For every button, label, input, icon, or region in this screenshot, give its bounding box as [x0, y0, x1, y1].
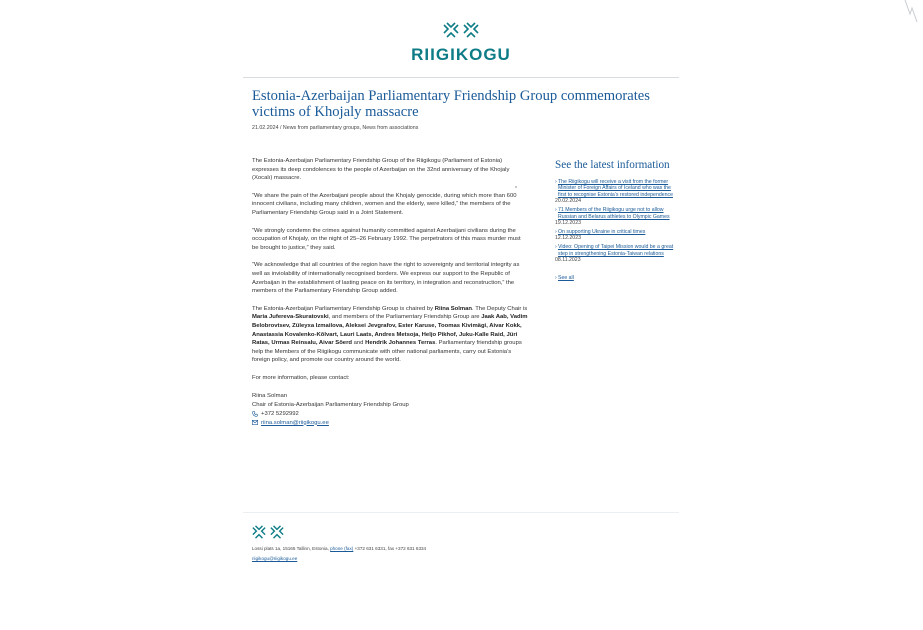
members-text-and: and [351, 340, 366, 347]
deputy-name: Maria Jufereva-Skuratovski [252, 314, 329, 321]
site-logo[interactable] [243, 22, 679, 65]
contact-block [252, 391, 528, 427]
paragraph-intro: The Estonia-Azerbaijan Parliamentary Friendship Group of the Riigikogu (Parliament of Estonia) expresses its deep condolences to the people of Azerbaijan on the 32nd anniversary of the Khojaly (Xocalı) massacre. [252, 158, 510, 182]
paragraph-quote-1: “We share the pain of the Azerbaijani people about the Khojaly genocide, during which more than 600 innocent civilians, including many children, women and the elderly, were killed,” the members of the Parliamentary Friendship Group said in a Joint Statement. [252, 192, 517, 216]
scan-speck [515, 186, 517, 188]
last-member-name: Hendrik Johannes Terras [365, 340, 436, 347]
news-link[interactable]: › The Riigikogu will receive a visit from the former Minister of Foreign Affairs of Iceland who was the first to recognise Estonia’s restored independence [555, 179, 680, 198]
news-link[interactable]: › 71 Members of the Riigikogu urge not to allow Russian and Belarus athletes to Olympic Games [555, 207, 680, 220]
paragraph-quote-3: “We acknowledge that all countries of the region have the right to sovereignty and territorial integrity as well as inviolability of internationally recognised borders. We express our support to the Republic of Azerbaijan in the establishment of lasting peace on its territory, in integration and reconstruction,” the members of the Parliamentary Friendship Group added. [252, 262, 520, 295]
contact-phone: +372 5292992 [261, 410, 299, 417]
riigikogu-ornament-icon [252, 525, 266, 539]
members-text-b: . The Deputy Chair is [472, 305, 528, 312]
riigikogu-ornament-icon [243, 22, 679, 40]
contact-email-link[interactable]: riina.solman@riigikogu.ee [261, 419, 329, 426]
chair-name: Riina Solman [434, 305, 473, 312]
footer-logo[interactable] [252, 525, 284, 539]
news-link[interactable]: › Video: Opening of Taipei Mission would be a great step in strengthening Estonia-Taiwan relations [555, 244, 680, 257]
footer-address-text: Lossi plats 1a, 15165 Tallinn, Estonia, [252, 546, 331, 551]
news-date: 12.12.2023 [555, 235, 581, 242]
members-text-c: , and members of the Parliamentary Friendship Group are [328, 314, 482, 321]
news-item [555, 179, 680, 205]
footer-divider [243, 512, 679, 513]
member-names: Jaak Aab, Vadim Belobrovtsev, Züleyxa Izmailova, Aleksei Jevgrafov, Ester Karuse, Toomas Kivimägi, Aivar Kokk, Anastassia Kovalenko-Kõlvart, Lauri Laats, Andres Metsoja, Heljo Pikhof, Juku-Kalle Raid, Jüri Ratas, Urmas Reinsalu, Aivar Sõerd [252, 314, 528, 347]
news-item [555, 244, 680, 264]
news-date: 08.11.2023 [555, 257, 581, 264]
riigikogu-ornament-icon [270, 525, 284, 539]
article-body [252, 157, 528, 427]
see-all-link[interactable]: › See all [555, 275, 574, 281]
members-text-d: . Parliamentary friendship groups help the Members of the Riigikogu communicate with other national parliaments, carry out Estonia’s foreign policy, and promote our country around the world. [252, 340, 522, 364]
paragraph-quote-2: “We strongly condemn the crimes against humanity committed against Azerbaijani civilians during the occupation of Khojaly, on the night of 25–26 February 1992. The perpetrators of this mass murder must be brought to justice,” they said. [252, 227, 521, 251]
footer-address [252, 546, 426, 551]
sidebar-heading[interactable]: See the latest information [555, 159, 670, 171]
article-title: Estonia-Azerbaijan Parliamentary Friendship Group commemorates victims of Khojaly massacre [252, 88, 650, 120]
footer-phone-numbers: +372 631 6331, fax +372 631 6334 [353, 546, 427, 551]
news-date: 20.02.2024 [555, 198, 581, 205]
contact-email-row [252, 418, 528, 427]
members-text-a: The Estonia-Azerbaijan Parliamentary Friendship Group is chaired by [252, 305, 435, 312]
footer-phone-link[interactable]: phone (fax) [330, 546, 354, 551]
page-edge-mark [903, 0, 919, 22]
footer-email-link[interactable]: riigikogu@riigikogu.ee [252, 556, 298, 561]
news-list [555, 179, 680, 264]
contact-phone-row [252, 409, 528, 418]
news-item [555, 229, 680, 242]
phone-icon [252, 411, 258, 417]
document-page [243, 0, 679, 630]
article-meta: 21.02.2024 / News from parliamentary groups, News from associations [252, 125, 419, 131]
news-link[interactable]: › On supporting Ukraine in critical times [555, 229, 680, 235]
paragraph-members [252, 305, 528, 365]
contact-name: Riina Solman [252, 392, 288, 399]
news-date: 19.12.2023 [555, 220, 581, 227]
contact-role: Chair of Estonia-Azerbaijan Parliamentary Friendship Group [252, 401, 409, 408]
logo-wordmark: RIIGIKOGU [411, 45, 511, 64]
header-divider [243, 77, 679, 78]
news-item [555, 207, 680, 227]
paragraph-contact-intro: For more information, please contact: [252, 374, 350, 381]
envelope-icon [252, 420, 258, 425]
latest-news-sidebar [555, 159, 680, 284]
